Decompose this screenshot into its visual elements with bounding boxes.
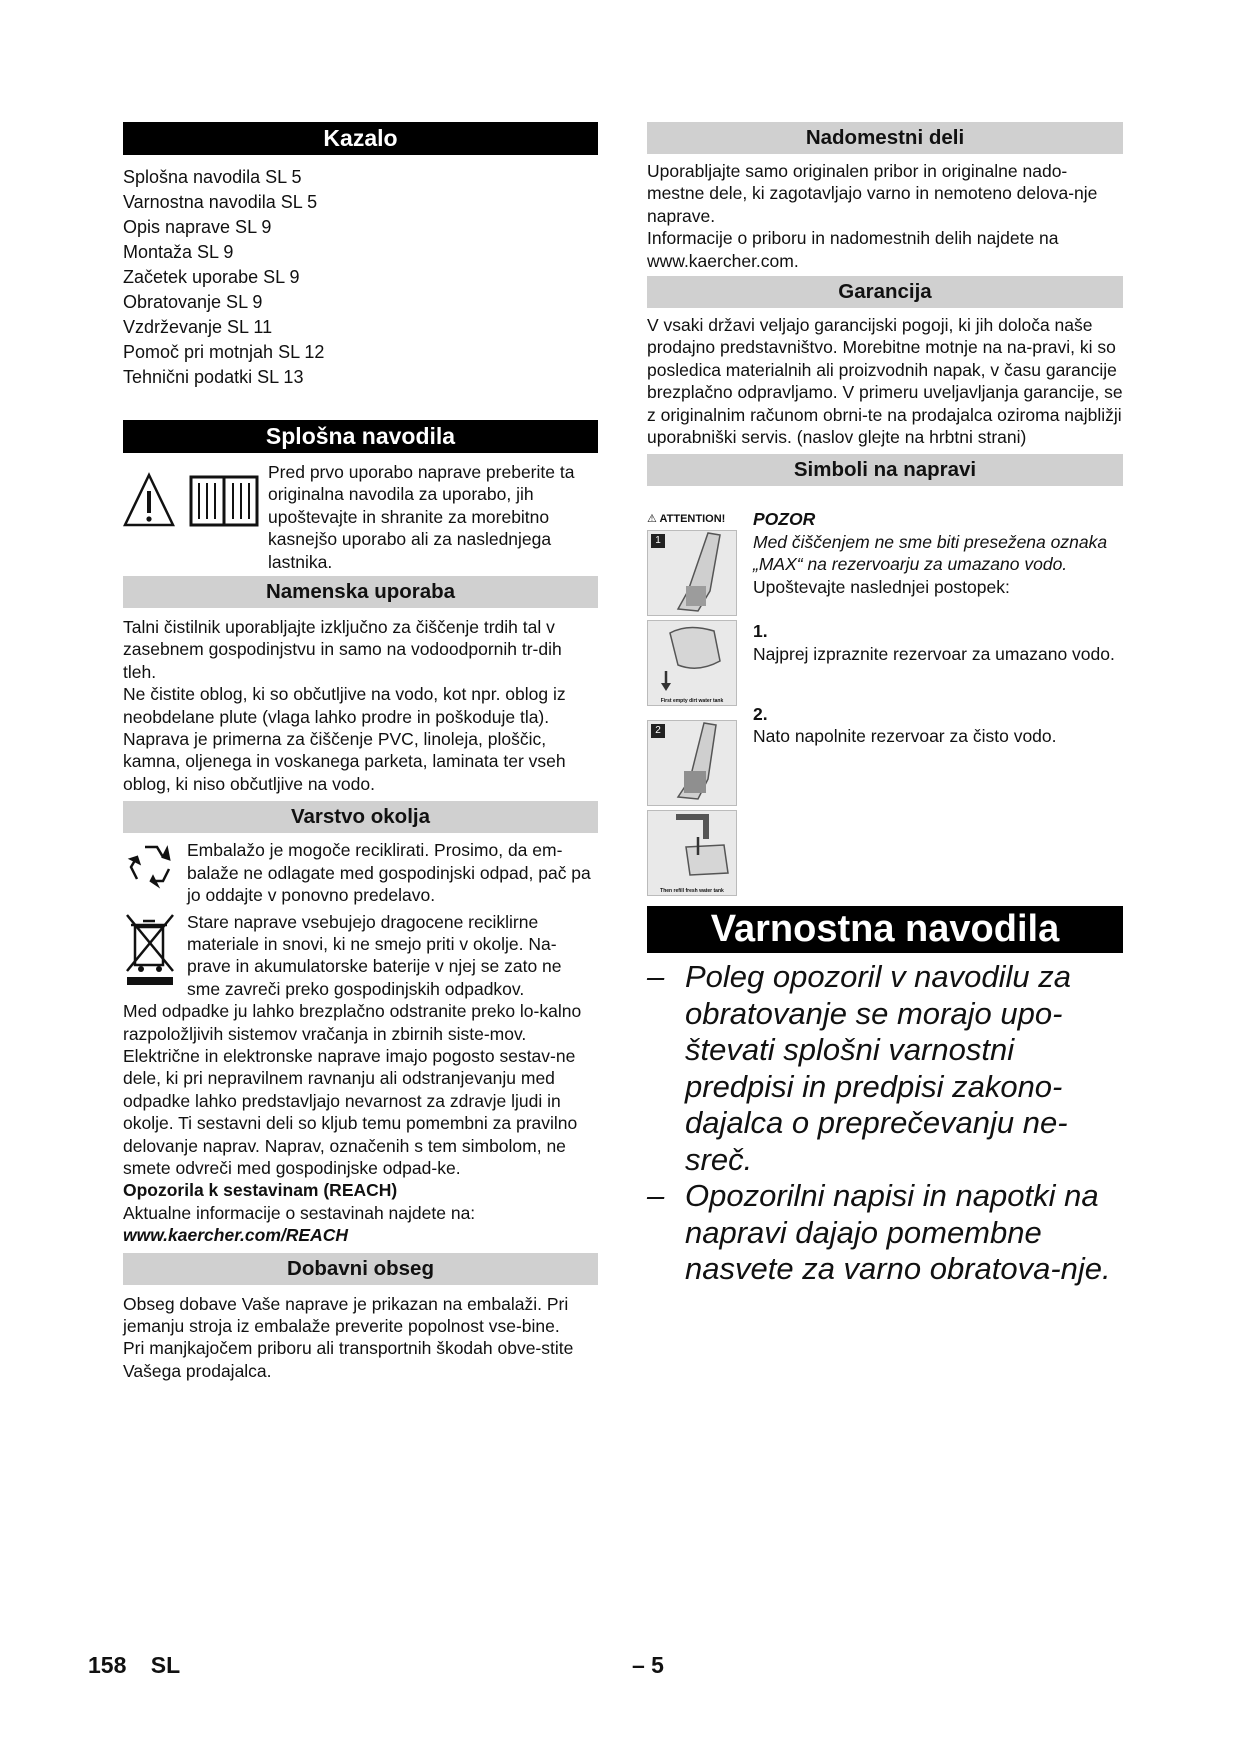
toc-item[interactable]: Splošna navodila SL 5 xyxy=(123,167,302,187)
recycle-icon xyxy=(123,839,187,906)
reach-link[interactable]: www.kaercher.com/REACH xyxy=(123,1225,348,1246)
right-column xyxy=(647,122,1123,1288)
weee-block xyxy=(123,911,598,1001)
toc-item[interactable]: Obratovanje SL 9 xyxy=(123,292,263,312)
environment-text xyxy=(123,1000,598,1246)
warning-heading: POZOR xyxy=(753,509,816,530)
symbols-title: Simboli na napravi xyxy=(647,454,1123,486)
step2-device-image: 2 xyxy=(647,720,737,806)
refill-fresh-tank-image xyxy=(647,810,737,896)
step2-label: 2. xyxy=(753,703,768,724)
dash: – xyxy=(647,1178,665,1214)
manual-book-icon xyxy=(191,477,257,525)
toc-item[interactable]: Vzdrževanje SL 11 xyxy=(123,317,273,337)
toc-list xyxy=(123,165,598,390)
paragraph: Električne in elektronske naprave imajo pogosto sestav-ne dele, ki pri nepravilnem ravnanju ali odstranjevanju med odpadke lahko predstavljajo nevarnost za zdravje ljudi in okolje. Ti sestavni deli so kljub temu pomembni za pravilno delovanje naprav. Naprav, označenih s tem simbolom, ne smete odvreči med gospodinjske odpad-ke. xyxy=(123,1045,578,1178)
warranty-title: Garancija xyxy=(647,276,1123,308)
recycle-block xyxy=(123,839,598,906)
toc-title: Kazalo xyxy=(123,122,598,155)
spare-parts-title: Nadomestni deli xyxy=(647,122,1123,154)
general-block xyxy=(123,461,598,573)
general-text: Pred prvo uporabo naprave preberite ta originalna navodila za uporabo, jih upoštevajte in shranite za morebitno kasnejšo uporabo ali za naslednjega lastnika. xyxy=(268,462,575,572)
footer-page-lang xyxy=(88,1652,180,1679)
paragraph: Pri manjkajočem priboru ali transportnih škodah obve-stite Vašega prodajalca. xyxy=(123,1338,574,1381)
safety-item: – Poleg opozoril v navodilu za obratovanje se morajo upo-števati splošni varnostni predpisi in predpisi zakono-dajalca o preprečevanju ne-sreč. xyxy=(647,959,1072,1177)
dash: – xyxy=(647,959,665,995)
intended-use-title: Namenska uporaba xyxy=(123,576,598,608)
general-title: Splošna navodila xyxy=(123,420,598,453)
paragraph: Talni čistilnik uporabljajte izključno za čiščenje trdih tal v zasebnem gospodinjstvu in samo na vodoodpornih tr-dih tleh. xyxy=(123,617,562,682)
paragraph: Naprava je primerna za čiščenje PVC, linoleja, ploščic, kamna, oljenega in voskanega parketa, laminata ter vseh oblog, ki niso občutljive na vodo. xyxy=(123,729,566,794)
intended-use-text xyxy=(123,616,598,795)
paragraph: Ne čistite oblog, ki so občutljive na vodo, kot npr. oblog iz neobdelane plute (vlaga lahko prodre in poškoduje tla). xyxy=(123,684,566,727)
toc-item[interactable]: Varnostna navodila SL 5 xyxy=(123,192,318,212)
follow-text: Upoštevajte naslednjei postopek: xyxy=(753,576,1010,597)
symbols-block xyxy=(647,508,1123,896)
image-caption: First empty dirt water tank xyxy=(660,698,724,705)
safety-list xyxy=(647,959,1123,1288)
safety-item: – Opozorilni napisi in napotki na napravi dajajo pomembne nasvete za varno obratova-nje. xyxy=(647,1178,1111,1287)
image-caption: Then refill fresh water tank xyxy=(660,888,724,895)
weee-text: Stare naprave vsebujejo dragocene reciklirne materiale in snovi, ki ne smejo priti v okolje. Na-prave in akumulatorske baterije v njej se zato ne sme zavreči preko gospodinjskih odpadkov. xyxy=(187,911,562,999)
toc-item[interactable]: Opis naprave SL 9 xyxy=(123,217,272,237)
attention-warning-icon: ⚠ xyxy=(647,513,657,526)
step2-text: Nato napolnite rezervoar za čisto vodo. xyxy=(753,726,1057,747)
paragraph: Obseg dobave Vaše naprave je prikazan na embalaži. Pri jemanju stroja iz embalaže preverite popolnost vse-bine. xyxy=(123,1293,569,1336)
environment-title: Varstvo okolja xyxy=(123,801,598,833)
left-column xyxy=(123,122,598,1382)
paragraph: Med odpadke ju lahko brezplačno odstranite preko lo-kalno razpoložljivih sistemov vračanja in zbirnih siste-mov. xyxy=(123,1001,582,1044)
warranty-text: V vsaki državi veljajo garancijski pogoji, ki jih določa naše prodajno predstavništvo. Morebitne motnje na na-pravi, ki so posledica materialnih ali proizvodnih napak, v času garancije brezplačno odpravljamo. V primeru uveljavljanja garancije, se z originalnim računom obrni-te na prodajalca oziroma najbližji uporabniški servis. (naslov glejte na hrbtni strani) xyxy=(647,315,1123,448)
attention-label: ⚠ ATTENTION! xyxy=(647,513,726,526)
reach-text: Aktualne informacije o sestavinah najdete na: xyxy=(123,1202,476,1223)
recycle-text: Embalažo je mogoče reciklirati. Prosimo, da em-balaže ne odlagate med gospodinjski odpad, pač pa jo oddajte v ponovno predelavo. xyxy=(187,840,591,906)
warning-text: Med čiščenjem ne sme biti presežena oznaka „MAX“ na rezervoarju za umazano vodo. xyxy=(753,531,1108,575)
paragraph: Informacije o priboru in nadomestnih delih najdete na www.kaercher.com. xyxy=(647,228,1059,271)
crossed-bin-icon xyxy=(123,911,187,1001)
step1-text: Najprej izpraznite rezervoar za umazano vodo. xyxy=(753,643,1115,664)
toc-item[interactable]: Pomoč pri motnjah SL 12 xyxy=(123,342,325,362)
step1-device-image: 1 xyxy=(647,530,737,616)
step1-label: 1. xyxy=(753,621,768,642)
reach-heading: Opozorila k sestavinam (REACH) xyxy=(123,1180,398,1201)
page-number: 158 xyxy=(88,1652,127,1678)
delivery-text xyxy=(123,1293,598,1383)
empty-dirt-tank-image xyxy=(647,620,737,706)
toc-item[interactable]: Tehnični podatki SL 13 xyxy=(123,367,304,387)
spare-parts-text xyxy=(647,160,1123,272)
language-code: SL xyxy=(150,1652,181,1678)
toc-item[interactable]: Montaža SL 9 xyxy=(123,242,234,262)
warning-triangle-icon xyxy=(123,471,263,531)
symbols-text xyxy=(753,508,1123,896)
symbols-images xyxy=(647,508,753,896)
delivery-title: Dobavni obseg xyxy=(123,1253,598,1285)
section-page-number: – 5 xyxy=(632,1652,664,1678)
paragraph: Uporabljajte samo originalen pribor in originalne nado-mestne dele, ki zagotavljajo varno in nemoteno delova-nje naprave. xyxy=(647,161,1098,226)
toc-item[interactable]: Začetek uporabe SL 9 xyxy=(123,267,300,287)
warning-manual-icons xyxy=(123,461,268,573)
safety-title: Varnostna navodila xyxy=(647,906,1123,953)
